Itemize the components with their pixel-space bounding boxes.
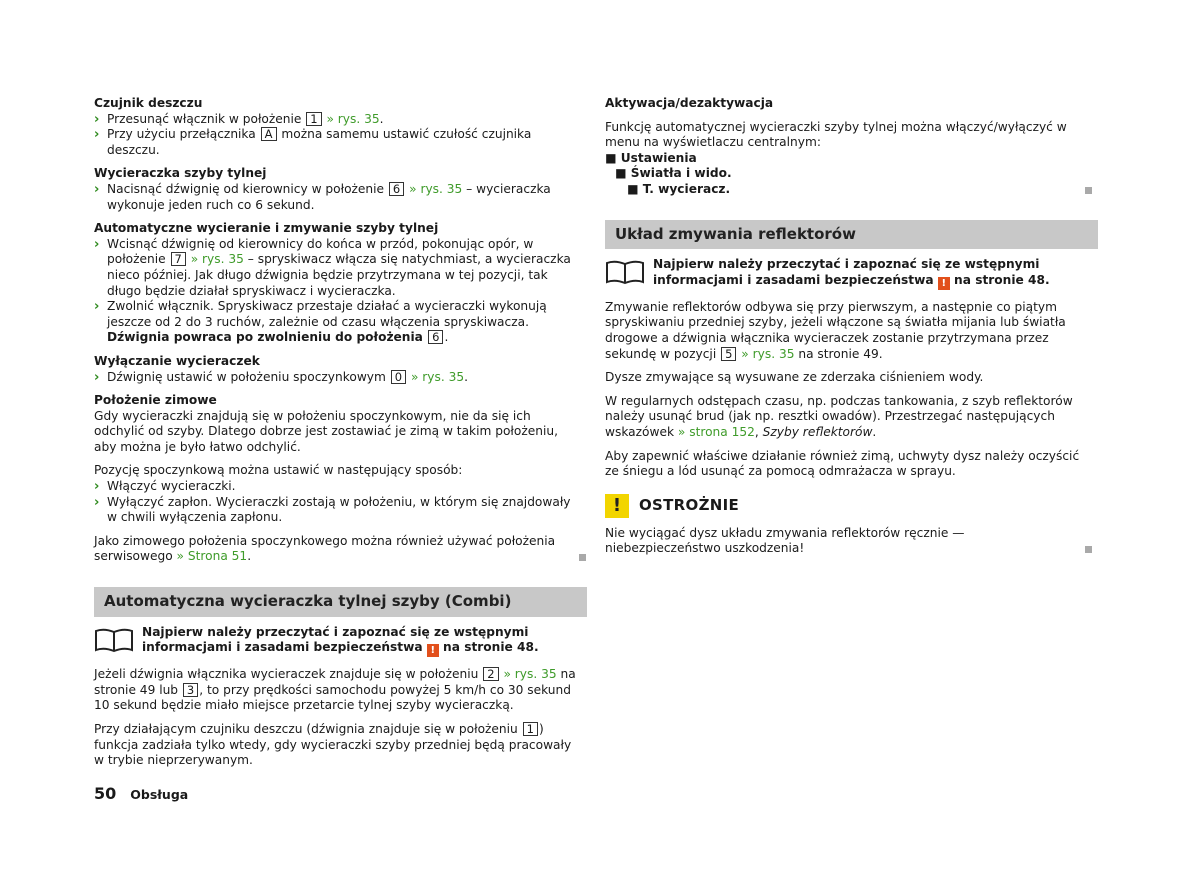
list-item: › Dźwignię ustawić w położeniu spoczynkowym 0 » rys. 35. — [94, 369, 468, 385]
paragraph: Funkcję automatycznej wycieraczki szyby tylnej można włączyć/wyłączyć w menu na wyświetlaczu centralnym: — [605, 119, 1067, 150]
list-item: › Wyłączyć zapłon. Wycieraczki zostają w położeniu, w którym się znajdowały w chwili wyłączenia zapłonu. — [94, 494, 571, 525]
chevron-right-icon: › — [94, 181, 100, 197]
heading-activation: Aktywacja/dezaktywacja — [605, 96, 774, 110]
figure-link[interactable]: » rys. 35 — [407, 369, 465, 384]
chevron-right-icon: › — [94, 299, 100, 315]
wiper-off-block — [94, 354, 576, 385]
paragraph: Aby zapewnić właściwe działanie również zimą, uchwyty dysz należy oczyścić ze śniegu a lód usunąć za pomocą odmrażacza w sprayu. — [605, 448, 1080, 479]
chevron-right-icon: › — [94, 369, 100, 385]
figure-link[interactable]: » rys. 35 — [322, 111, 380, 126]
auto-wipe-block — [94, 221, 576, 346]
activation-block — [605, 96, 1087, 198]
page-number: 50 — [94, 784, 117, 803]
warning-icon: ! — [938, 277, 950, 290]
caution-header — [605, 494, 1087, 518]
page-link[interactable]: » strona 152 — [674, 424, 755, 439]
list-item: › Wcisnąć dźwignię od kierownicy do końca w przód, pokonując opór, w położenie 7 » rys. 35 – spryskiwacz włącza się natychmiast, a wycieraczka nieco później. Jak długo dźwignia będzie przytrzymana w tej pozycji, tak długo będzie działał spryskiwacz i wycieraczka. — [94, 236, 571, 298]
paragraph: Zmywanie reflektorów odbywa się przy pierwszym, a następnie co piątym spryskiwaniu przedniej szyby, jeżeli włączone są światła mijania lub światła drogowe a dźwignia włącznika wycieraczek zostanie przytrzymana przez sekundę w pozycji 5 » rys. 35 na stronie 49. — [605, 299, 1066, 361]
chevron-right-icon: › — [94, 479, 100, 495]
warning-icon: ! — [427, 644, 439, 657]
position-label: 1 — [523, 722, 538, 736]
paragraph: Dysze zmywające są wysuwane ze zderzaka ciśnieniem wody. — [605, 370, 984, 385]
heading-auto-wipe: Automatyczne wycieranie i zmywanie szyby tylnej — [94, 221, 439, 236]
heading-rear-wiper: Wycieraczka szyby tylnej — [94, 166, 267, 181]
figure-link[interactable]: » rys. 35 — [405, 181, 463, 196]
menu-path-item: ■ Światła i wido. — [615, 166, 732, 181]
heading-winter: Położenie zimowe — [94, 393, 217, 408]
heading-wiper-off: Wyłączanie wycieraczek — [94, 353, 260, 368]
page-link[interactable]: » Strona 51 — [172, 549, 248, 564]
notice-read-first: Najpierw należy przeczytać i zapoznać się ze wstępnymi informacjami i zasadami bezpieczeństwa ! na stronie 48. — [94, 625, 576, 658]
figure-link[interactable]: » rys. 35 — [499, 667, 557, 682]
right-column — [605, 96, 1087, 557]
paragraph: Jako zimowego położenia spoczynkowego można również używać położenia serwisowego » Strona 51. — [94, 533, 556, 564]
left-column — [94, 96, 576, 769]
position-label: 6 — [428, 330, 443, 344]
paragraph: W regularnych odstępach czasu, np. podczas tankowania, z szyb reflektorów należy usunąć brud (jak np. resztki owadów). Przestrzegać następujących wskazówek » strona 152, Szyby reflektorów. — [605, 393, 1073, 439]
end-marker-icon — [579, 554, 586, 561]
paragraph: Przy działającym czujniku deszczu (dźwignia znajduje się w położeniu 1 ) funkcja zadziała tylko wtedy, gdy wycieraczki szyby przedniej będą pracowały w trybie nieprzerywanym. — [94, 722, 572, 768]
list-item: › Nacisnąć dźwignię od kierownicy w położenie 6 » rys. 35 – wycieraczka wykonuje jeden ruch co 6 sekund. — [94, 181, 551, 212]
position-label: 6 — [389, 182, 404, 196]
list-item: › Włączyć wycieraczki. — [94, 479, 236, 495]
position-label: 7 — [171, 252, 186, 266]
paragraph: Jeżeli dźwignia włącznika wycieraczek znajduje się w położeniu 2 » rys. 35 na stronie 49 lub 3 , to przy prędkości samochodu powyżej 5 km/h co 30 sekund 10 sekund będzie miało miejsce przetarcie tylnej szyby wycieraczką. — [94, 667, 576, 713]
paragraph: Gdy wycieraczki znajdują się w położeniu spoczynkowym, nie da się ich odchylić od szyby. Dlatego dobrze jest zostawiać je zimą w takim położeniu, aby można je było łatwo odchylić. — [94, 408, 558, 454]
figure-link[interactable]: » rys. 35 — [186, 252, 244, 267]
menu-path-item: ■ T. wycieracz. — [627, 181, 731, 196]
menu-path-item: ■ Ustawienia — [605, 150, 697, 165]
section-header-headlight-wash: Układ zmywania reflektorów — [605, 220, 1098, 250]
chevron-right-icon: › — [94, 494, 100, 510]
winter-block — [94, 393, 576, 565]
end-marker-icon — [1085, 187, 1092, 194]
position-label: 2 — [483, 667, 498, 681]
page-footer — [94, 786, 188, 803]
rain-sensor-block — [94, 96, 576, 158]
position-label: 3 — [183, 683, 198, 697]
notice-read-first: Najpierw należy przeczytać i zapoznać się ze wstępnymi informacjami i zasadami bezpieczeństwa ! na stronie 48. — [605, 257, 1087, 290]
caution-text: Nie wyciągać dysz układu zmywania reflektorów ręcznie — niebezpieczeństwo uszkodzenia! — [605, 525, 965, 556]
book-icon — [94, 627, 134, 653]
position-label: 1 — [306, 112, 321, 126]
chevron-right-icon: › — [94, 111, 100, 127]
position-label: 5 — [721, 347, 736, 361]
list-item: › Zwolnić włącznik. Spryskiwacz przestaje działać a wycieraczki wykonują jeszcze od 2 do 3 ruchów, zależnie od czasu włączenia spryskiwacza. Dźwignia powraca po zwolnieniu do położenia 6 . — [94, 299, 547, 345]
paragraph: Pozycję spoczynkową można ustawić w następujący sposób: — [94, 463, 463, 478]
list-item: › Przy użyciu przełącznika A można samemu ustawić czułość czujnika deszczu. — [94, 127, 532, 157]
chevron-right-icon: › — [94, 236, 100, 252]
end-marker-icon — [1085, 546, 1092, 553]
figure-link[interactable]: » rys. 35 — [737, 346, 795, 361]
caution-title: OSTROŻNIE — [639, 495, 740, 514]
rear-wiper-block — [94, 166, 576, 213]
heading-rain-sensor: Czujnik deszczu — [94, 96, 203, 110]
position-label: 0 — [391, 370, 406, 384]
caution-body — [605, 526, 1087, 557]
caution-icon: ! — [605, 494, 629, 518]
switch-label: A — [261, 127, 277, 141]
section-header-rear-auto: Automatyczna wycieraczka tylnej szyby (Combi) — [94, 587, 587, 617]
list-item: › Przesunąć włącznik w położenie 1 » rys. 35. — [94, 111, 384, 127]
chevron-right-icon: › — [94, 127, 100, 143]
chapter-title: Obsługa — [130, 787, 189, 802]
book-icon — [605, 259, 645, 285]
